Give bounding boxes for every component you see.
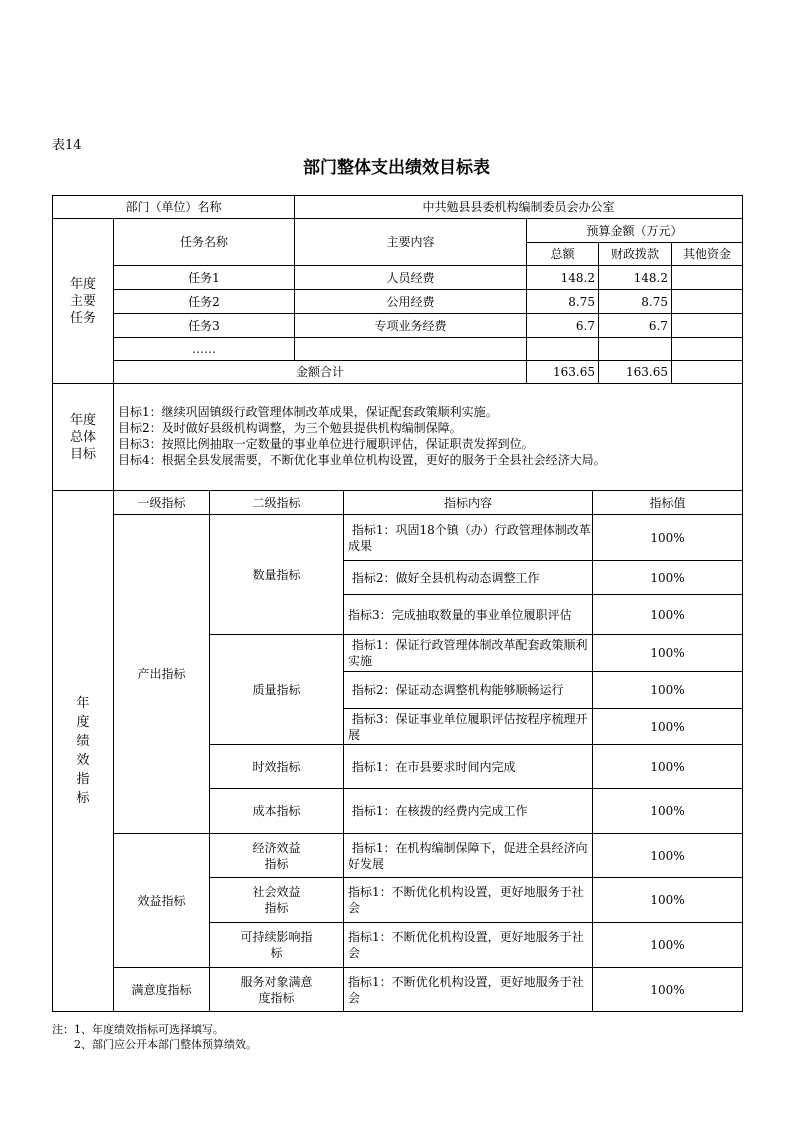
finance-header: 财政拨款 [598,242,672,266]
annual-goals-label-text: 年度总体目标 [69,412,96,462]
performance-indicators-label-text: 年度绩效指标 [76,696,90,806]
task-total: 148.2 [526,265,599,290]
indicator-content [343,788,593,834]
task-other [671,265,743,290]
task-content: 公用经费 [294,289,527,314]
task-other [671,289,743,314]
indicator-content [343,514,593,561]
level2-timeliness: 时效指标 [209,744,344,789]
level2-social [209,877,344,923]
indicator-content [343,833,593,878]
level2-satisfaction [209,967,344,1012]
goal-item: 目标2：及时做好县级机构调整，为三个勉县提供机构编制保障。 [118,421,462,435]
level2-social-text: 社会效益指标 [252,885,301,915]
indicator-content [343,708,593,745]
task-total: 8.75 [526,289,599,314]
goal-item: 目标4：根据全县发展需要，不断优化事业单位机构设置，更好的服务于全县社会经济大局。 [118,453,606,467]
indicator-text: 指标1：巩固18个镇（办）行政管理体制改革成果 [348,522,591,553]
task-content [294,337,527,361]
level1-benefit: 效益指标 [113,833,210,968]
page-title: 部门整体支出绩效目标表 [303,158,490,178]
level1-satisfaction: 满意度指标 [113,967,210,1012]
dept-label: 部门（单位）名称 [52,195,295,219]
level2-satisfaction-text: 服务对象满意度指标 [240,974,313,1005]
indicator-content [343,634,593,672]
indicator-value: 100% [592,877,743,923]
indicator-content [343,671,593,709]
level2-quality: 质量指标 [209,634,344,745]
level2-cost: 成本指标 [209,788,344,834]
indicator-content [343,922,593,968]
indicator-value: 100% [592,744,743,789]
indicator-text: 指标1：不断优化机构设置，更好地服务于社会 [348,930,584,960]
sum-other [671,360,743,384]
annual-goals [113,383,743,491]
table-number: 表14 [52,138,82,153]
indicator-value: 100% [592,594,743,635]
other-header: 其他资金 [671,242,743,266]
task-content: 专项业务经费 [294,313,527,338]
task-finance [598,337,672,361]
level2-sustainable-text: 可持续影响指标 [240,930,313,960]
footnotes [52,1022,257,1052]
indicator-text: 指标3：保证事业单位履职评估按程序梳理开展 [348,711,588,742]
task-finance: 148.2 [598,265,672,290]
indicator-content [343,967,593,1012]
indicator-value-header: 指标值 [592,490,743,515]
annual-tasks-label [52,218,114,384]
indicator-value: 100% [592,967,743,1012]
sum-label: 金额合计 [113,360,527,384]
indicator-text: 指标2：做好全县机构动态调整工作 [348,570,540,585]
indicator-value: 100% [592,514,743,561]
indicator-text: 指标1：不断优化机构设置，更好地服务于社会 [348,974,584,1005]
level1-header: 一级指标 [113,490,210,515]
task-other [671,313,743,338]
indicator-value: 100% [592,788,743,834]
annual-tasks-label-text: 年度主要任务 [69,276,96,326]
task-name-header: 任务名称 [113,218,295,266]
task-name: 任务1 [113,265,295,290]
indicator-value: 100% [592,708,743,745]
task-finance: 6.7 [598,313,672,338]
indicator-text: 指标1：在市县要求时间内完成 [348,759,516,774]
budget-header: 预算金额（万元） [526,218,743,243]
sum-total: 163.65 [526,360,599,384]
indicator-text: 指标3：完成抽取数量的事业单位履职评估 [348,607,572,622]
indicator-content [343,877,593,923]
dept-name: 中共勉县县委机构编制委员会办公室 [294,195,743,219]
level1-output: 产出指标 [113,514,210,834]
indicator-content [343,594,593,635]
level2-header: 二级指标 [209,490,344,515]
indicator-value: 100% [592,671,743,709]
level2-quantity: 数量指标 [209,514,344,635]
task-total [526,337,599,361]
task-name: …… [113,337,295,361]
task-name: 任务2 [113,289,295,314]
footnote: 注：1、年度绩效指标可选择填写。 [52,1023,224,1036]
footnote: 2、部门应公开本部门整体预算绩效。 [74,1038,257,1051]
level2-economic [209,833,344,878]
indicator-text: 指标1：在机构编制保障下，促进全县经济向好发展 [348,840,588,871]
level2-economic-text: 经济效益指标 [252,840,301,871]
indicator-value: 100% [592,634,743,672]
indicator-text: 指标1：不断优化机构设置，更好地服务于社会 [348,885,584,915]
indicator-content [343,560,593,595]
task-finance: 8.75 [598,289,672,314]
indicator-text: 指标1：保证行政管理体制改革配套政策顺利实施 [348,638,588,668]
content-header: 主要内容 [294,218,527,266]
indicator-content-header: 指标内容 [343,490,593,515]
goal-item: 目标3：按照比例抽取一定数量的事业单位进行履职评估，保证职责发挥到位。 [118,437,534,451]
level2-sustainable [209,922,344,968]
annual-goals-label [52,383,114,491]
indicator-value: 100% [592,922,743,968]
indicator-value: 100% [592,833,743,878]
task-total: 6.7 [526,313,599,338]
indicator-text: 指标2：保证动态调整机构能够顺畅运行 [348,683,564,697]
indicator-content [343,744,593,789]
goal-item: 目标1：继续巩固镇级行政管理体制改革成果，保证配套政策顺利实施。 [118,405,498,419]
performance-indicators-label [52,490,114,1012]
indicator-text: 指标1：在核拨的经费内完成工作 [348,804,528,818]
indicator-value: 100% [592,560,743,595]
task-content: 人员经费 [294,265,527,290]
total-header: 总额 [526,242,599,266]
task-name: 任务3 [113,313,295,338]
sum-finance: 163.65 [598,360,672,384]
task-other [671,337,743,361]
